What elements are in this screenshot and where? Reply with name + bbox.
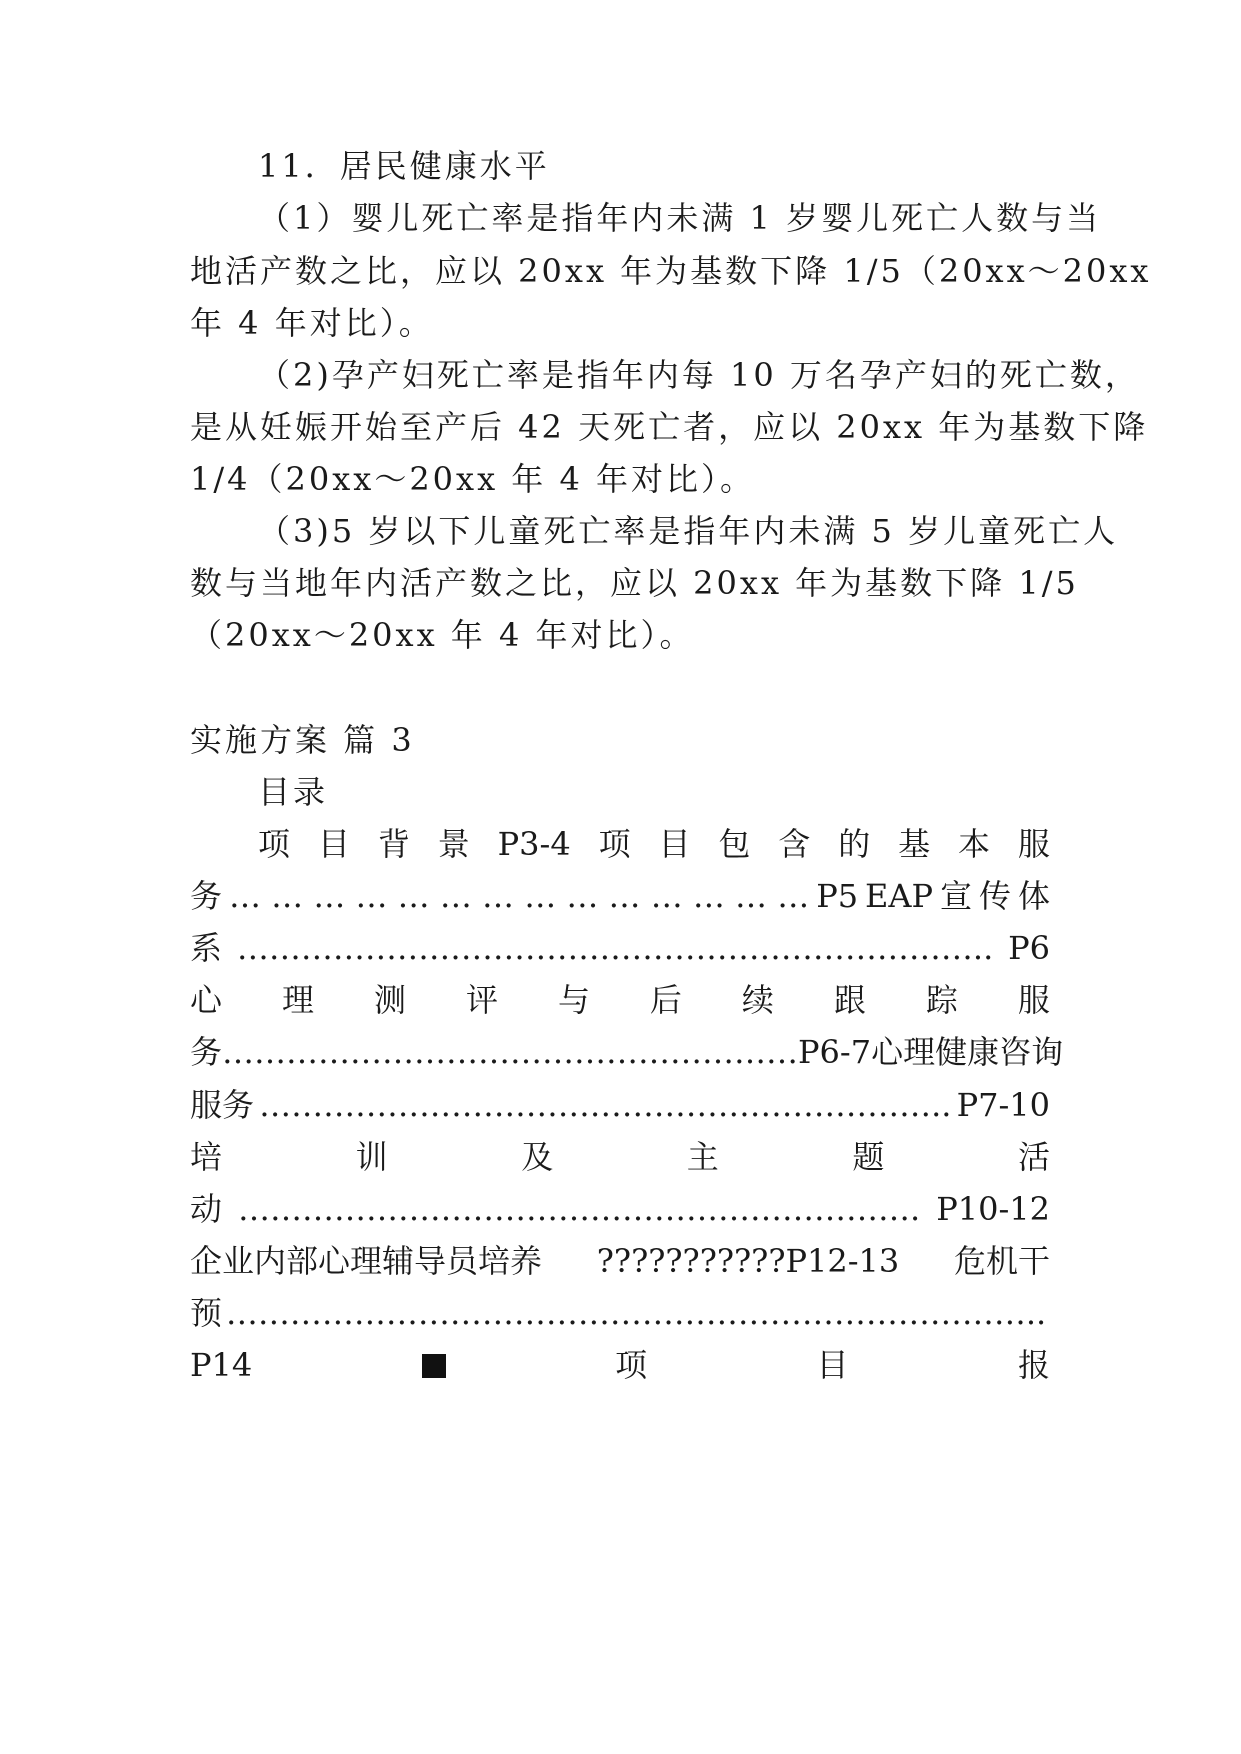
- paragraph-line: （2)孕产妇死亡率是指年内每 10 万名孕产妇的死亡数，: [258, 356, 1140, 394]
- toc-line: 心 理 测 评 与 后 续 跟 踪 服: [190, 981, 1050, 1019]
- paragraph-line: （1）婴儿死亡率是指年内未满 1 岁婴儿死亡人数与当: [258, 199, 1102, 237]
- toc-line: 务 … … … … … … … … … … … … … … P5 EAP 宣 传 体: [190, 877, 1050, 915]
- paragraph-line: 1/4（20xx～20xx 年 4 年对比）。: [190, 460, 756, 498]
- toc-line: 务 ……………………………………………… P6-7 心理健康咨询: [190, 1033, 1064, 1071]
- toc-line: 预 …………………………………………………………………..: [190, 1294, 1047, 1332]
- toc-line: 服务 ……………………………………………………….. P7-10: [190, 1086, 1050, 1124]
- square-bullet-icon: [422, 1345, 446, 1385]
- paragraph-line: （3)5 岁以下儿童死亡率是指年内未满 5 岁儿童死亡人: [258, 512, 1119, 550]
- paragraph-line: （20xx～20xx 年 4 年对比）。: [190, 616, 695, 654]
- toc-line: 项 目 背 景 P3-4 项 目 包 含 的 基 本 服: [258, 825, 1050, 863]
- toc-line: 系 …………………………………………………………….. P6: [190, 929, 1050, 967]
- paragraph-line: 数与当地年内活产数之比，应以 20xx 年为基数下降 1/5: [190, 564, 1079, 602]
- toc-line: 动 ………………………………………………………. P10-12: [190, 1190, 1050, 1228]
- section-title: 实施方案 篇 3: [190, 721, 415, 759]
- section-heading: 11．居民健康水平: [258, 147, 550, 185]
- toc-line: 培 训 及 主 题 活: [190, 1138, 1050, 1176]
- paragraph-line: 年 4 年对比）。: [190, 304, 434, 342]
- toc-heading: 目录: [258, 773, 329, 811]
- paragraph-line: 地活产数之比，应以 20xx 年为基数下降 1/5（20xx～20xx: [190, 252, 1152, 290]
- paragraph-line: 是从妊娠开始至产后 42 天死亡者，应以 20xx 年为基数下降: [190, 408, 1149, 446]
- toc-line: P14 项 目 报: [190, 1346, 1050, 1384]
- toc-line: 企业内部心理辅导员培养 ???????????P12-13 危机干: [190, 1242, 1050, 1280]
